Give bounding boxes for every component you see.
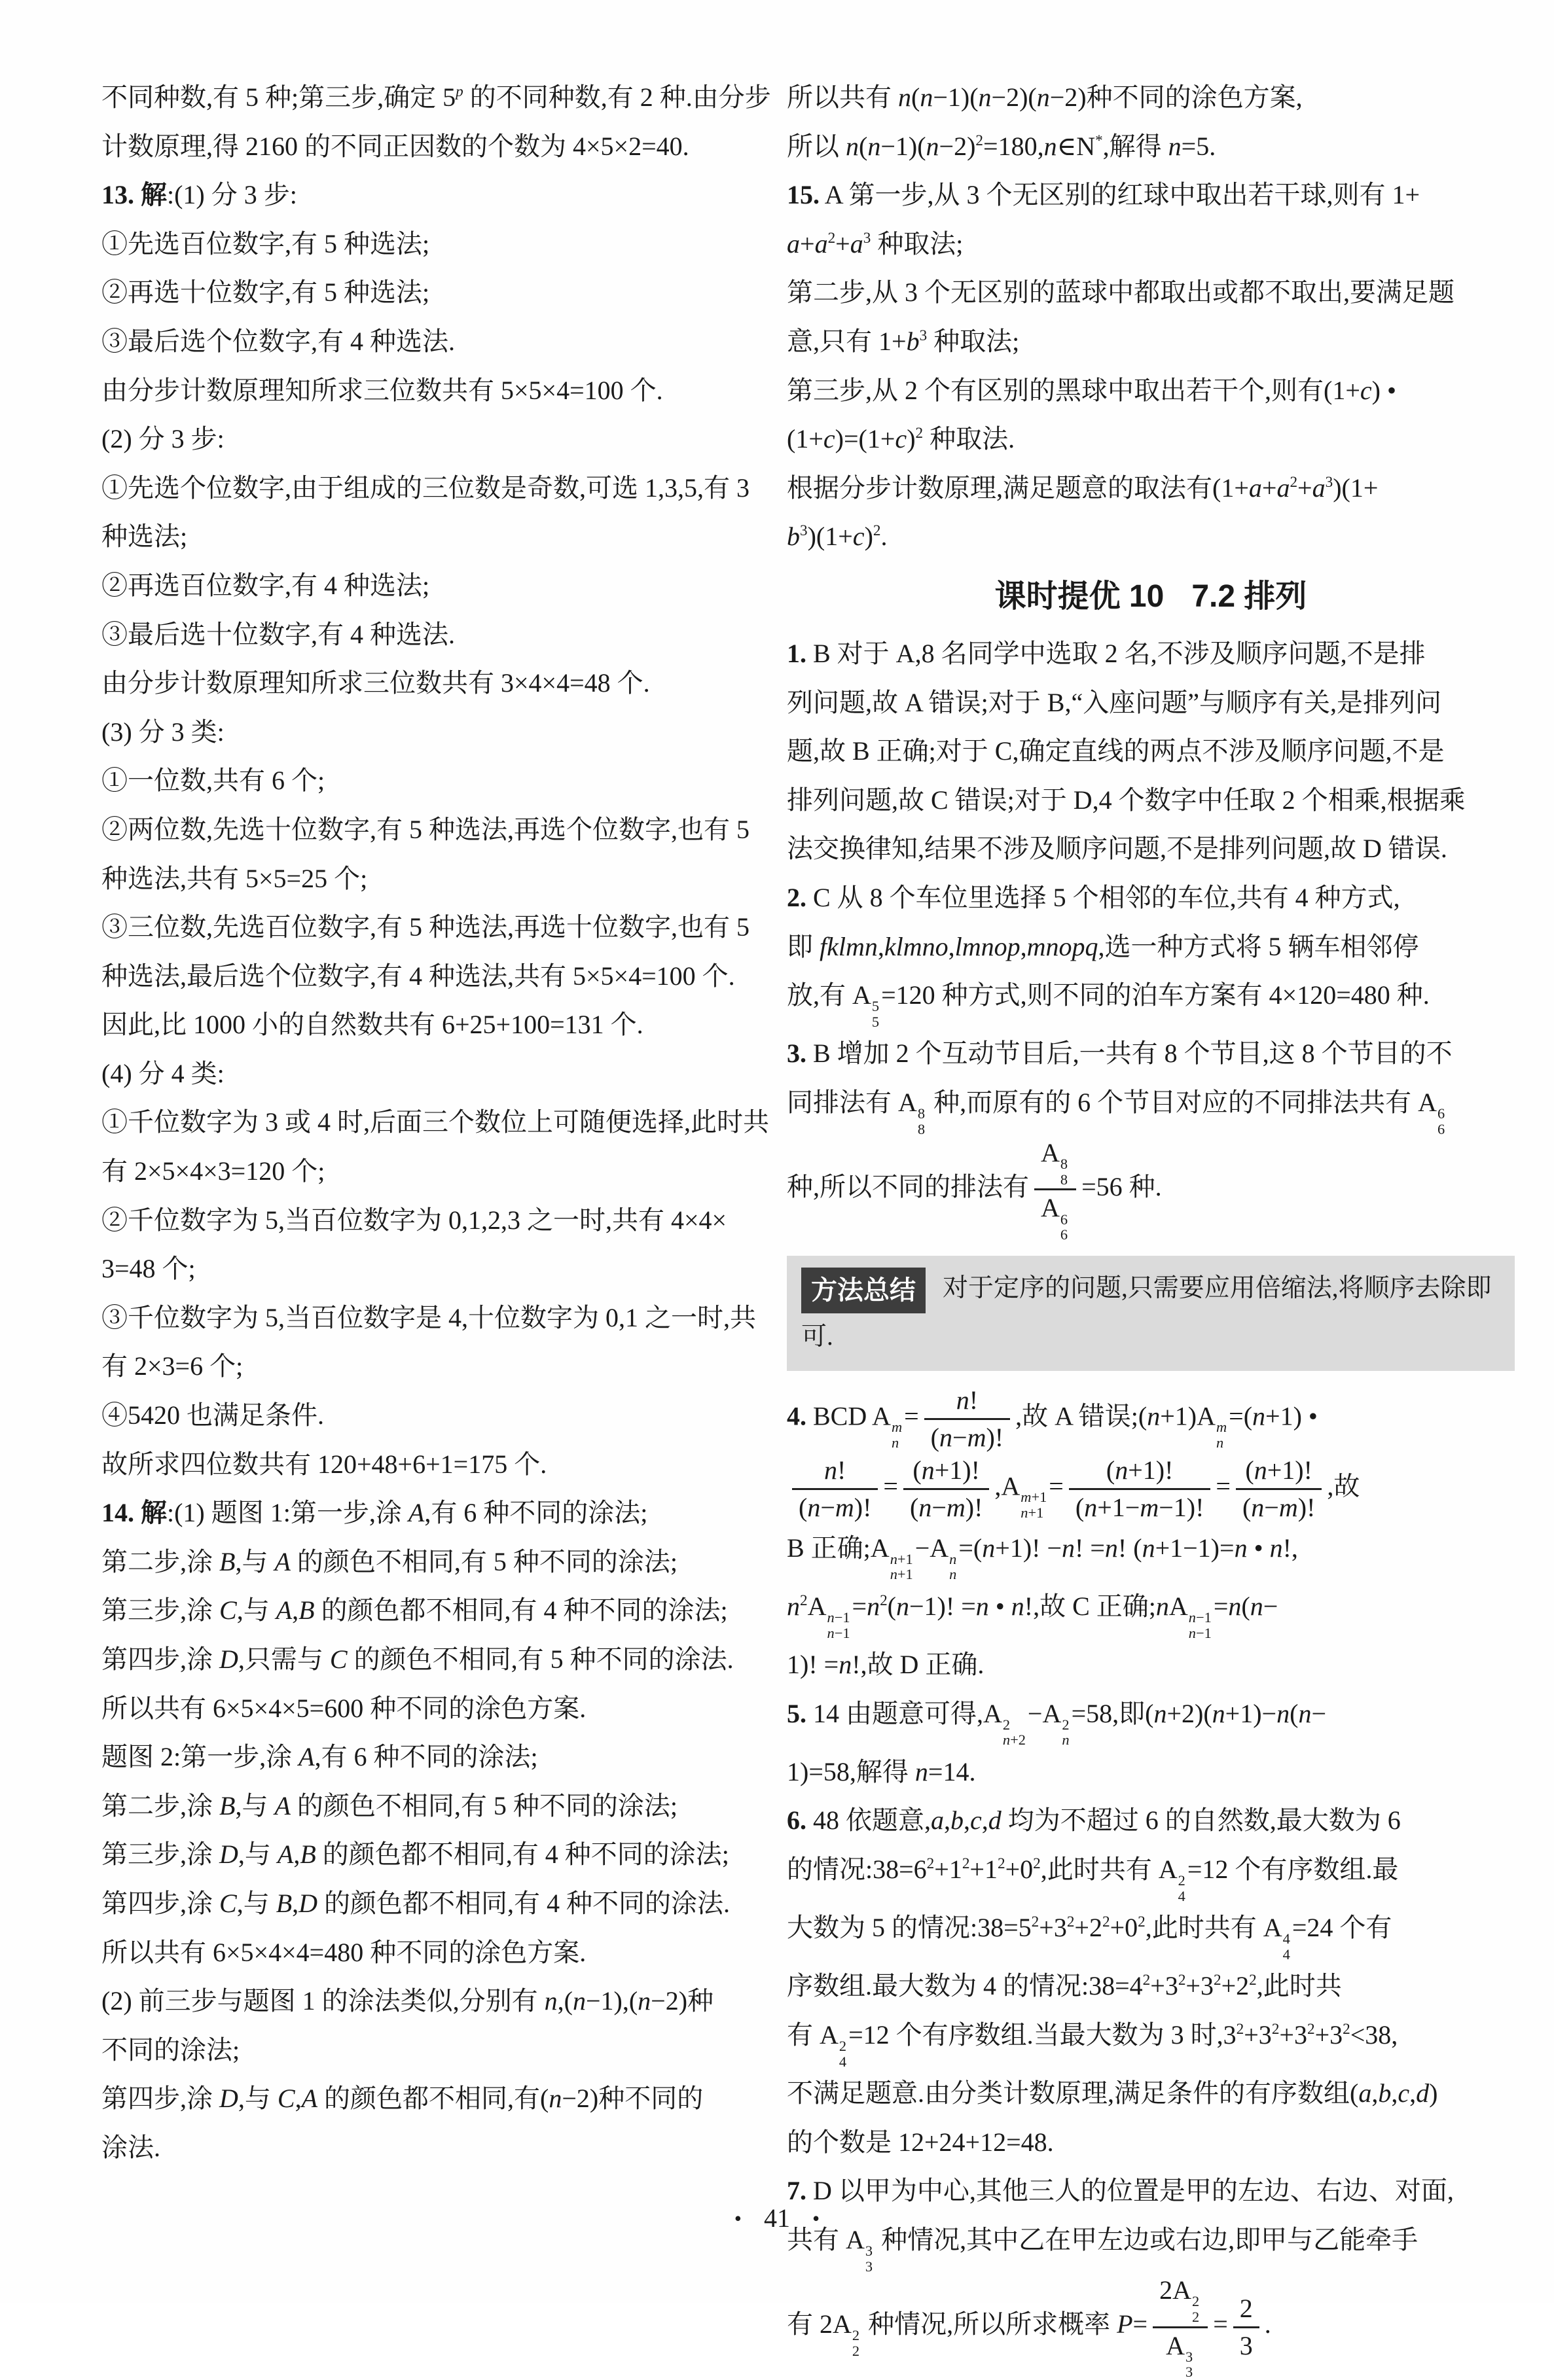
text-line: 故所求四位数共有 120+48+6+1=175 个. [101,1449,547,1479]
problem-number: 3. [787,1039,806,1069]
text-line: 由分步计数原理知所求三位数共有 5×5×4=100 个. [101,375,663,405]
problem-number: 4. [787,1401,806,1431]
text-line: 5. 14 由题意可得,A 2 n+2 −A 2 n =58,即(n+2)(n+1)−n(n− [787,1698,1326,1749]
sub-sup-script: n n [949,1550,957,1583]
sub-sup-script: 3 3 [865,2243,873,2275]
text-line: 第四步,涂 D,与 C,A 的颜色都不相同,有(n−2)种不同的 [101,2084,704,2114]
page-footer [0,2203,1554,2233]
text-line: 列问题,故 A 错误;对于 B,“入座问题”与顺序有关,是排列问 [787,687,1441,717]
section-header [787,569,1515,624]
problem-number: 7. [787,2176,806,2206]
fraction: $\frac{(n+1)!}{(n-m)!}$ [1236,1454,1322,1524]
page-number: 41 [764,2203,790,2233]
fraction: $\frac{(n+1)!}{(n+1-m-1)!}$ [1069,1454,1211,1524]
text-line: 1. B 对于 A,8 名同学中选取 2 名,不涉及顺序问题,不是排 [787,638,1426,668]
sub-sup-script: 6 6 [1060,1211,1068,1243]
fraction: A 8 8 A 6 6 [1034,1137,1076,1242]
text-line: ②千位数字为 5,当百位数字为 0,1,2,3 之一时,共有 4×4× [101,1205,727,1235]
text-line: 题图 2:第一步,涂 A,有 6 种不同的涂法; [101,1742,538,1772]
fraction: $\frac{(n+1)!}{(n-m)!}$ [903,1454,989,1524]
text-line: 2. C 从 8 个车位里选择 5 个相邻的车位,共有 4 种方式, [787,882,1400,912]
text-line: $a+a^2+a^3$ 种取法; [787,228,964,258]
text-line: 3=48 个; [101,1254,196,1284]
text-line: $n^2A$ n−1 n−1 $=n^2(n-1)$! =n • n!,故 C 正确;nA n−1 n−1 =n(n− [787,1591,1278,1641]
text-line: ②再选十位数字,有 5 种选法; [101,277,430,308]
problem-number: 6. [787,1805,806,1836]
text-line: 大数为 5 的情况$:38=5^2+3^2+2^2+0^2$,此时共有 A 4 4 =24 个有 [787,1913,1392,1963]
text-line: 第三步,涂 D,与 A,B 的颜色都不相同,有 4 种不同的涂法; [101,1839,729,1870]
text-line: 第四步,涂 D,只需与 C 的颜色不相同,有 5 种不同的涂法. [101,1644,734,1674]
text-line: 7. D 以甲为中心,其他三人的位置是甲的左边、右边、对面, [787,2176,1454,2206]
text-line: 同排法有 A 8 8 种,而原有的 6 个节目对应的不同排法共有 A 6 6 [787,1087,1445,1137]
text-line: 不同的涂法; [101,2034,240,2065]
fraction: $\frac{n!}{(n-m)!}$ [924,1384,1010,1454]
left-column [101,73,771,2173]
text-line: 所以共有 n(n−1)(n−2)(n−2)种不同的涂色方案, [787,82,1303,112]
sub-sup-script: m n [1216,1419,1227,1451]
text-line: (2) 前三步与题图 1 的涂法类似,分别有 n,(n−1),(n−2)种 [101,1986,714,2016]
text-line: B 正确;A n+1 n+1 −A n n =(n+1)! −n! =n! (n+1−1)=n • n!, [787,1533,1298,1583]
fraction: 2A 2 2 A 3 3 [1153,2274,1208,2379]
text-line: ①一位数,共有 6 个; [101,766,325,796]
sub-sup-script: 2 2 [1191,2293,1200,2325]
problem-number: 1. [787,638,806,668]
problem-number: 13. 解 [101,180,167,210]
text-line: 即 fklmn,klmno,lmnop,mnopq,选一种方式将 5 辆车相邻停 [787,931,1419,961]
text-line: 涂法. [101,2132,160,2162]
sub-sup-script: 2 4 [839,2038,847,2070]
text-line: 由分步计数原理知所求三位数共有 3×4×4=48 个. [101,668,650,698]
text-line: 不满足题意.由分类计数原理,满足条件的有序数组(a,b,c,d) [787,2078,1438,2108]
text-line: 放,有 A 5 5 =120 种方式,则不同的泊车方案有 4×120=480 种. [787,980,1430,1030]
fraction: $\frac{2}{3}$ [1233,2292,1259,2362]
text-line: 的情况$:38=6^2+1^2+1^2+0^2$,此时共有 A 2 4 =12 个有序数组.最 [787,1855,1399,1904]
fraction: $\frac{n!}{(n-m)!}$ [792,1454,878,1524]
problem-number: 14. 解 [101,1498,167,1528]
text-line: 第二步,涂 B,与 A 的颜色不相同,有 5 种不同的涂法; [101,1790,678,1821]
text-line: $b^3)(1+c)^2$. [787,522,888,552]
text-line: ②两位数,先选十位数字,有 5 种选法,再选个位数字,也有 5 [101,814,750,844]
text-line: 的个数是 12+24+12=48. [787,2127,1054,2157]
text-line: 第四步,涂 C,与 B,D 的颜色都不相同,有 4 种不同的涂法. [101,1888,731,1918]
text-line: 有 2×3=6 个; [101,1351,244,1381]
text-line: ③千位数字为 5,当百位数字是 4,十位数字为 0,1 之一时,共 [101,1302,756,1332]
method-summary-box [787,1256,1515,1371]
text-line: 序数组.最大数为 4 的情况$:38=4^2+3^2+3^2+2^2$,此时共 [787,1971,1342,2001]
text-line: 意,只有 $1+b^3$ 种取法; [787,326,1020,356]
text-line: $\frac{n!}{(n-m)!}$ = $\frac{(n+1)!}{(n-m)!}$ ,A m+1 n+1 = $\frac{(n+1)!}{(n+1-m-1)!}$ = $\frac{(n+1)!}{(n-m)!}$ ,故 [787,1454,1515,1524]
sub-sup-script: 8 8 [1060,1156,1068,1188]
text-line: 所以共有 6×5×4×4=480 种不同的涂色方案. [101,1937,587,1967]
text-line: 1)=58,解得 n=14. [787,1756,976,1786]
text-line: 因此,比 1000 小的自然数共有 6+25+100=131 个. [101,1010,643,1040]
text-line: 第二步,涂 B,与 A 的颜色不相同,有 5 种不同的涂法; [101,1546,678,1576]
text-line: 有 2A 2 2 种情况,所以所求概率 P= 2A 2 2 A 3 3 = $\frac{2}{3}$ . [787,2275,1271,2380]
right-column [787,73,1515,2380]
text-line: ①千位数字为 3 或 4 时,后面三个数位上可随便选择,此时共 [101,1107,769,1137]
method-summary-text: 对于定序的问题,只需要应用倍缩法,将顺序去除即可. [801,1273,1492,1351]
text-line: 6. 48 依题意,a,b,c,d 均为不超过 6 的自然数,最大数为 6 [787,1805,1401,1836]
text-line: 排列问题,故 C 错误;对于 D,4 个数字中任取 2 个相乘,根据乘 [787,785,1466,815]
text-line: $(1+c)=(1+c)^2$ 种取法. [787,424,1015,454]
sub-sup-script: n+1 n+1 [890,1550,913,1583]
text-line: 法交换律知,结果不涉及顺序问题,不是排列问题,故 D 错误. [787,834,1447,864]
sub-sup-script: 6 6 [1437,1105,1445,1137]
sub-sup-script: m n [891,1419,903,1451]
text-line: (2) 分 3 步: [101,424,225,454]
text-line: 所以 $n(n-1)(n-2)^2=180,n\in N^*$,解得 n=5. [787,131,1216,161]
text-line: 15. A 第一步,从 3 个无区别的红球中取出若干球,则有 1+ [787,180,1420,210]
section-header-topic: 7.2 排列 [1191,578,1307,614]
sub-sup-script: 2 n+2 [1002,1716,1026,1749]
text-line: (4) 分 4 类: [101,1058,225,1088]
text-line: 4. BCD A m n = $\frac{n!}{(n-m)!}$ ,故 A 错误;(n+1)A m n =(n+1) • [787,1384,1515,1454]
text-line: 种选法,最后选个位数字,有 4 种选法,共有 5×5×4=100 个. [101,961,735,991]
text-line: 共有 A 3 3 种情况,其中乙在甲左边或右边,即甲与乙能牵手 [787,2225,1418,2275]
text-line: 种选法,共有 5×5=25 个; [101,863,368,893]
text-line: 计数原理,得 2160 的不同正因数的个数为 4×5×2=40. [101,131,689,161]
text-line: ②再选百位数字,有 4 种选法; [101,570,430,600]
text-line: ①先选百位数字,有 5 种选法; [101,228,430,258]
text-line: ③最后选十位数字,有 4 种选法. [101,619,455,649]
text-line: 题,故 B 正确;对于 C,确定直线的两点不涉及顺序问题,不是 [787,736,1445,766]
method-summary-label: 方法总结 [801,1268,926,1313]
sub-sup-script: n−1 n−1 [1188,1609,1212,1641]
text-line: 不同种数,有 5 种;第三步,确定 5$^p$ 的不同种数,有 2 种.由分步 [101,82,771,112]
text-line: ③最后选个位数字,有 4 种选法. [101,326,455,356]
sub-sup-script: 8 8 [917,1105,926,1137]
footer-left-dot-icon: • [734,2207,742,2230]
sub-sup-script: 2 4 [1178,1872,1185,1904]
text-line: 所以共有 6×5×4×5=600 种不同的涂色方案. [101,1693,587,1723]
sub-sup-script: n−1 n−1 [827,1609,850,1641]
text-line: 1)! =n!,故 D 正确. [787,1650,985,1680]
text-line: 有 2×5×4×3=120 个; [101,1156,325,1186]
problem-number: 5. [787,1698,806,1728]
sub-sup-script: 5 5 [871,998,880,1030]
problem-number: 15. [787,180,820,210]
text-line: 有 A 2 4 =12 个有序数组.当最大数为 3 时$,3^2+3^2+3^2+3^2<38$, [787,2020,1398,2070]
text-line: (3) 分 3 类: [101,717,225,747]
sub-sup-script: 3 3 [1185,2348,1193,2380]
sub-sup-script: m+1 n+1 [1021,1489,1047,1521]
text-line: ④5420 也满足条件. [101,1400,324,1430]
text-line: 第二步,从 3 个无区别的蓝球中都取出或都不取出,要满足题 [787,277,1455,308]
text-line: 种,所以不同的排法有 A 8 8 A 6 6 =56 种. [787,1138,1162,1243]
text-line: 第三步,涂 C,与 A,B 的颜色都不相同,有 4 种不同的涂法; [101,1595,728,1625]
text-line: 根据分步计数原理,满足题意的取法有$(1+a+a^2+a^3)(1+$ [787,472,1379,503]
text-line: 第三步,从 2 个有区别的黑球中取出若干个,则有(1+c) • [787,375,1396,405]
sub-sup-script: 2 2 [852,2327,860,2359]
text-line: 14. 解:(1) 题图 1:第一步,涂 A,有 6 种不同的涂法; [101,1498,648,1528]
problem-number: 2. [787,882,806,912]
text-line: 13. 解:(1) 分 3 步: [101,180,297,210]
sub-sup-script: 4 4 [1282,1930,1290,1963]
section-header-label: 课时提优 10 [994,578,1165,614]
text-line: ①先选个位数字,由于组成的三位数是奇数,可选 1,3,5,有 3 [101,472,750,503]
text-line: 种选法; [101,522,188,552]
sub-sup-script: 2 n [1062,1716,1070,1749]
text-line: 3. B 增加 2 个互动节目后,一共有 8 个节目,这 8 个节目的不 [787,1039,1453,1069]
footer-right-dot-icon: • [812,2207,820,2230]
text-line: ③三位数,先选百位数字,有 5 种选法,再选十位数字,也有 5 [101,912,750,942]
